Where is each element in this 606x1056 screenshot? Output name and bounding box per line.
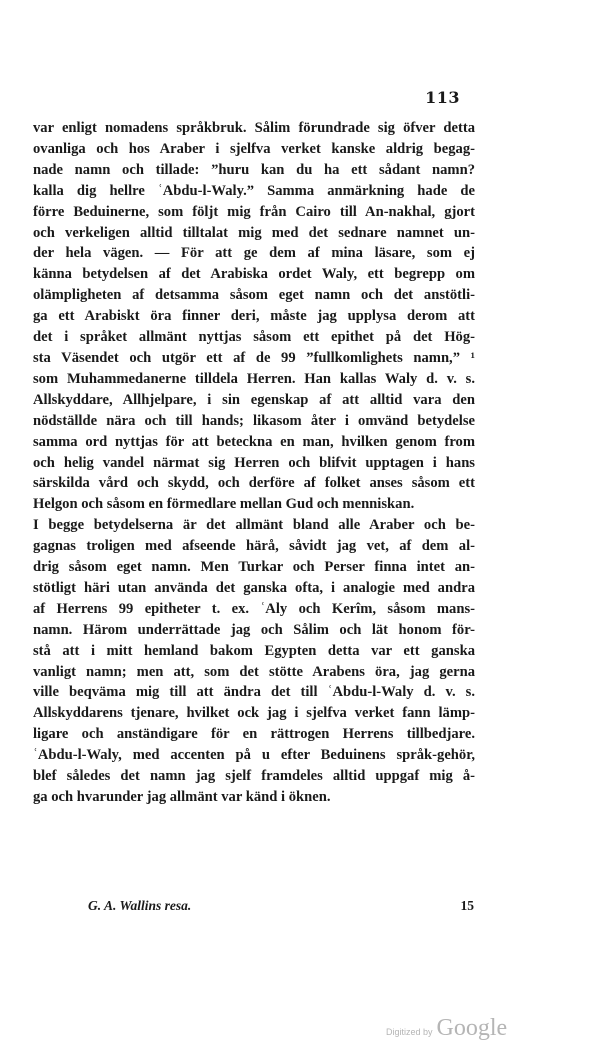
text-line: stötligt häri utan använda det ganska ofta, i analogie med andra — [33, 579, 475, 596]
text-line: nödställde nära och till hands; likasom åter i omvänd betydelse — [33, 412, 475, 429]
text-line: och verkeligen alltid tilltalat mig med det sednare namnet un- — [33, 224, 475, 241]
page-number: 113 — [425, 88, 460, 107]
text-line: ʿAbdu-l-Waly, med accenten på u efter Beduinens språk-gehör, — [33, 747, 475, 764]
text-line: af Herrens 99 epitheter t. ex. ʿAly och Kerîm, såsom mans- — [33, 600, 475, 617]
text-line: det i språket allmänt nyttjas såsom ett epithet på det Hög- — [33, 329, 475, 346]
watermark-prefix: Digitized by — [386, 1027, 433, 1037]
footer-title: G. A. Wallins resa. — [88, 898, 192, 913]
digitized-watermark — [386, 1015, 507, 1042]
text-line: olämpligheten af detsamma såsom eget namn och det anstötli- — [33, 287, 475, 304]
text-line: samma ord nyttjas för att beteckna en man, hvilken genom from — [33, 433, 475, 450]
text-line: som Muhammedanerne tilldela Herren. Han kallas Waly d. v. s. — [33, 370, 475, 387]
text-line: ovanliga och hos Araber i sjelfva verket kanske aldrig begag- — [33, 140, 475, 157]
text-line: ga ett Arabiskt öra finner deri, måste jag upplysa derom att — [33, 308, 475, 325]
text-line: förre Beduinerne, som följt mig från Cairo till An-nakhal, gjort — [33, 203, 475, 220]
text-line: ligare och anständigare för en rättrogen Herrens tillbedjare. — [33, 726, 475, 743]
text-line: Allskyddare, Allhjelpare, i sin egenskap af att alltid vara den — [33, 391, 475, 408]
signature-mark: 15 — [460, 898, 474, 913]
text-line: känna betydelsen af det Arabiska ordet Waly, ett begrepp om — [33, 266, 475, 283]
text-line: Helgon och såsom en förmedlare mellan Gud och menniskan. — [33, 496, 415, 513]
text-line: stå att i mitt hemland bakom Egypten detta var ett ganska — [33, 642, 475, 659]
text-line: och helig vandel närmat sig Herren och blifvit upptagen i hans — [33, 454, 475, 471]
body-text — [33, 118, 475, 808]
text-line: gagnas troligen med afseende härå, såvidt jag vet, af dem al- — [33, 538, 475, 555]
google-logo: Google — [436, 1015, 508, 1041]
text-line: ga och hvarunder jag allmänt var känd i öknen. — [33, 789, 331, 805]
text-line: vanligt namn; men att, som det stötte Arabens öra, jag gerna — [33, 663, 475, 680]
text-line: sta Väsendet och utgör ett af de 99 ”fullkomlighets namn,” ¹ — [33, 349, 475, 366]
text-line: särskilda vård och skydd, och derföre af folket anses såsom ett — [33, 475, 475, 492]
text-line: nade namn och tillade: ”huru kan du ha ett sådant namn? — [33, 161, 475, 178]
text-line: var enligt nomadens språkbruk. Sålim förundrade sig öfver detta — [33, 120, 475, 136]
text-line: der hela vägen. — För att ge dem af mina läsare, som ej — [33, 245, 475, 262]
text-line: I begge betydelserna är det allmänt bland alle Araber och be- — [33, 517, 475, 534]
text-line: drig såsom eget namn. Men Turkar och Perser finna intet an- — [33, 559, 475, 576]
text-line: blef således det namn jag sjelf framdeles alltid uppgaf mig å- — [33, 768, 475, 785]
text-line: namn. Härom underrättade jag och Sålim och lät honom för- — [33, 621, 475, 638]
text-line: ville beqväma mig till att ändra det till ʿAbdu-l-Waly d. v. s. — [33, 684, 475, 701]
text-line: Allskyddarens tjenare, hvilket ock jag i sjelfva verket fann lämp- — [33, 705, 475, 722]
text-line: kalla dig hellre ʿAbdu-l-Waly.” Samma anmärkning hade de — [33, 182, 475, 199]
page-footer — [88, 898, 474, 914]
